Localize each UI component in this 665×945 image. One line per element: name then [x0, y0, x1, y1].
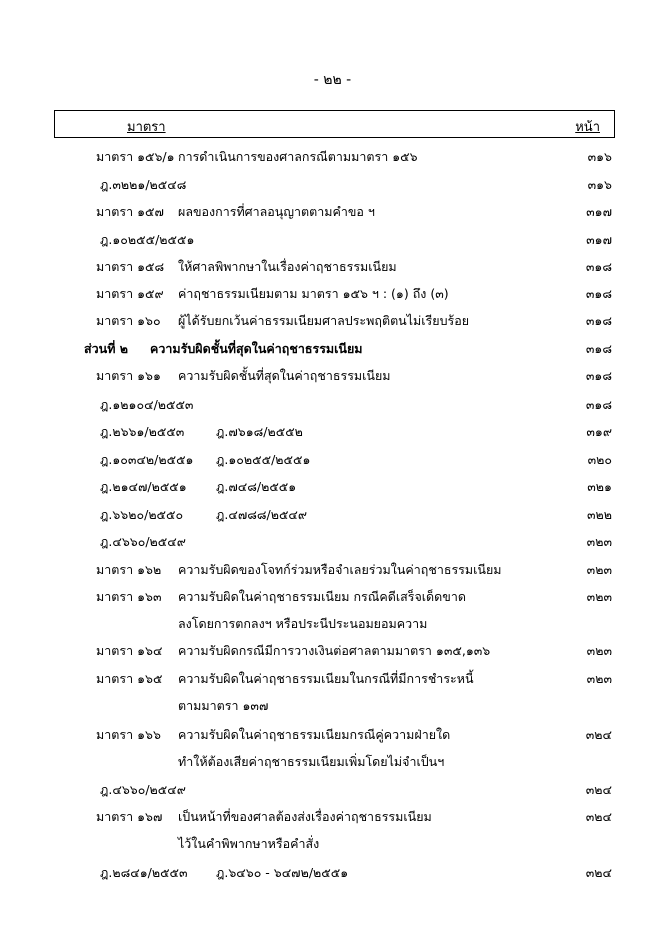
case-row	[100, 397, 193, 413]
index-row-s156-1	[96, 149, 418, 165]
page-ref: ๓๑๘	[585, 286, 612, 301]
case-ref-2: ฎ.๑๐๒๕๕/๒๕๕๑	[216, 452, 311, 467]
section-title: ความรับผิดในค่าฤชาธรรมเนียมในกรณีที่มีการชำระหนี้	[178, 671, 474, 686]
section-title-continued: ลงโดยการตกลงฯ หรือประนีประนอมยอมความ	[178, 616, 428, 631]
case-row	[100, 865, 430, 881]
index-row-s164	[96, 643, 490, 659]
index-row-s166	[96, 727, 450, 743]
part-ref: ส่วนที่ ๒	[84, 341, 129, 356]
index-row-s157	[96, 204, 375, 220]
section-ref: มาตรา ๑๖๕	[96, 671, 163, 686]
section-ref: มาตรา ๑๕๖/๑	[96, 149, 175, 164]
section-title: ผลของการที่ศาลอนุญาตตามคำขอ ฯ	[178, 204, 375, 219]
header-section-label: มาตรา	[127, 120, 166, 135]
page-ref: ๓๑๘	[585, 259, 612, 274]
page-ref: ๓๑๗	[586, 232, 612, 247]
index-row-s165	[96, 671, 474, 687]
section-title-continued: ทำให้ต้องเสียค่าฤชาธรรมเนียมเพิ่มโดยไม่จำเป็นฯ	[178, 754, 445, 769]
section-ref: มาตรา ๑๖๒	[96, 562, 162, 577]
page-ref: ๓๒๓	[586, 534, 612, 549]
page-ref: ๓๑๘	[585, 397, 612, 412]
case-ref: ฎ.๑๐๓๔๒/๒๕๕๑	[100, 452, 194, 467]
index-row-s167	[96, 809, 432, 825]
section-title: ความรับผิดในค่าฤชาธรรมเนียม กรณีคดีเสร็จเด็ดขาด	[178, 589, 466, 604]
page-ref: ๓๒๔	[585, 782, 612, 797]
index-row-s161	[96, 368, 391, 384]
section-title: การดำเนินการของศาลกรณีตามมาตรา ๑๕๖	[178, 149, 418, 164]
case-row	[100, 534, 186, 550]
page-ref: ๓๒๓	[586, 562, 612, 577]
section-ref: มาตรา ๑๖๔	[96, 643, 163, 658]
section-ref: มาตรา ๑๖๑	[96, 368, 161, 383]
case-ref: ฎ.๑๒๑๐๔/๒๕๕๓	[100, 397, 194, 412]
part-heading-2	[84, 341, 363, 357]
page-ref: ๓๑๘	[585, 341, 612, 356]
section-ref: มาตรา ๑๖๖	[96, 727, 161, 742]
page-ref: ๓๒๓	[586, 589, 612, 604]
section-title: ความรับผิดกรณีมีการวางเงินต่อศาลตามมาตรา ๑๓๕,๑๓๖	[178, 643, 491, 658]
case-row	[100, 507, 400, 523]
index-row-s162	[96, 562, 502, 578]
case-row	[100, 479, 400, 495]
page-ref: ๓๑๖	[587, 149, 612, 164]
case-row	[100, 232, 194, 248]
page-ref: ๓๒๓	[586, 671, 612, 686]
case-ref: ฎ.๒๖๖๑/๒๕๕๓	[100, 424, 185, 439]
section-ref: มาตรา ๑๖๗	[96, 809, 163, 824]
section-title: ความรับผิดในค่าฤชาธรรมเนียมกรณีคู่ความฝ่ายใด	[178, 727, 451, 742]
section-ref: มาตรา ๑๖๐	[96, 313, 161, 328]
case-row	[100, 782, 186, 798]
case-ref: ฎ.๑๐๒๕๕/๒๕๕๑	[100, 232, 195, 247]
section-ref: มาตรา ๑๕๙	[96, 286, 164, 301]
page-number: - ๒๒ -	[313, 72, 352, 88]
page-ref: ๓๑๖	[587, 177, 612, 192]
index-row-s163	[96, 589, 466, 605]
section-ref: มาตรา ๑๕๗	[96, 204, 164, 219]
section-title: เป็นหน้าที่ของศาลต้องส่งเรื่องค่าฤชาธรรมเนียม	[178, 809, 432, 824]
case-ref: ฎ.๔๖๖๐/๒๕๔๙	[100, 534, 186, 549]
page-ref: ๓๑๘	[585, 368, 612, 383]
page-ref: ๓๒๔	[585, 727, 612, 742]
index-row-s158	[96, 259, 397, 275]
case-ref-2: ฎ.๗๔๘/๒๕๕๑	[216, 479, 297, 494]
index-row-s159	[96, 286, 449, 302]
page-ref: ๓๒๔	[585, 809, 612, 824]
page-ref: ๓๒๓	[586, 643, 612, 658]
section-title: ความรับผิดชั้นที่สุดในค่าฤชาธรรมเนียม	[178, 368, 391, 383]
header-page-label: หน้า	[575, 120, 600, 135]
page-ref: ๓๑๘	[585, 313, 612, 328]
section-title-continued: ไว้ในคำพิพากษาหรือคำสั่ง	[178, 836, 320, 851]
section-title: ค่าฤชาธรรมเนียมตาม มาตรา ๑๕๖ ฯ : (๑) ถึง (๓)	[178, 286, 449, 301]
section-title: ความรับผิดของโจทก์ร่วมหรือจำเลยร่วมในค่าฤชาธรรมเนียม	[178, 562, 502, 577]
case-ref: ฎ.๖๖๒๐/๒๕๕๐	[100, 507, 184, 522]
section-title: ผู้ได้รับยกเว้นค่าธรรมเนียมศาลประพฤติตนไม่เรียบร้อย	[178, 313, 470, 328]
case-ref: ฎ.๒๑๔๗/๒๕๕๑	[100, 479, 187, 494]
case-row	[100, 177, 186, 193]
case-row	[100, 424, 400, 440]
page-ref: ๓๒๔	[585, 865, 612, 880]
index-row-s160	[96, 313, 469, 329]
section-ref: มาตรา ๑๖๓	[96, 589, 162, 604]
section-title-continued: ตามมาตรา ๑๓๗	[178, 698, 269, 713]
page-ref: ๓๒๒	[586, 507, 612, 522]
case-ref-2: ฎ.๗๖๑๘/๒๕๕๒	[216, 424, 303, 439]
case-ref: ฎ.๔๖๖๐/๒๕๔๙	[100, 782, 186, 797]
case-row	[100, 452, 400, 468]
case-ref: ฎ.๓๒๒๑/๒๕๔๘	[100, 177, 187, 192]
index-header	[54, 110, 615, 138]
page-ref: ๓๒๑	[587, 479, 612, 494]
case-ref-2: ฎ.๖๔๖๐ - ๖๔๗๒/๒๕๕๑	[216, 865, 349, 880]
case-ref: ฎ.๒๘๔๑/๒๕๕๓	[100, 865, 188, 880]
part-title: ความรับผิดชั้นที่สุดในค่าฤชาธรรมเนียม	[150, 341, 363, 356]
page-ref: ๓๑๙	[586, 424, 612, 439]
section-title: ให้ศาลพิพากษาในเรื่องค่าฤชาธรรมเนียม	[178, 259, 397, 274]
case-ref-2: ฎ.๔๗๘๘/๒๕๔๙	[216, 507, 308, 522]
section-ref: มาตรา ๑๕๘	[96, 259, 165, 274]
page-ref: ๓๒๐	[587, 452, 612, 467]
page-ref: ๓๑๗	[586, 204, 612, 219]
